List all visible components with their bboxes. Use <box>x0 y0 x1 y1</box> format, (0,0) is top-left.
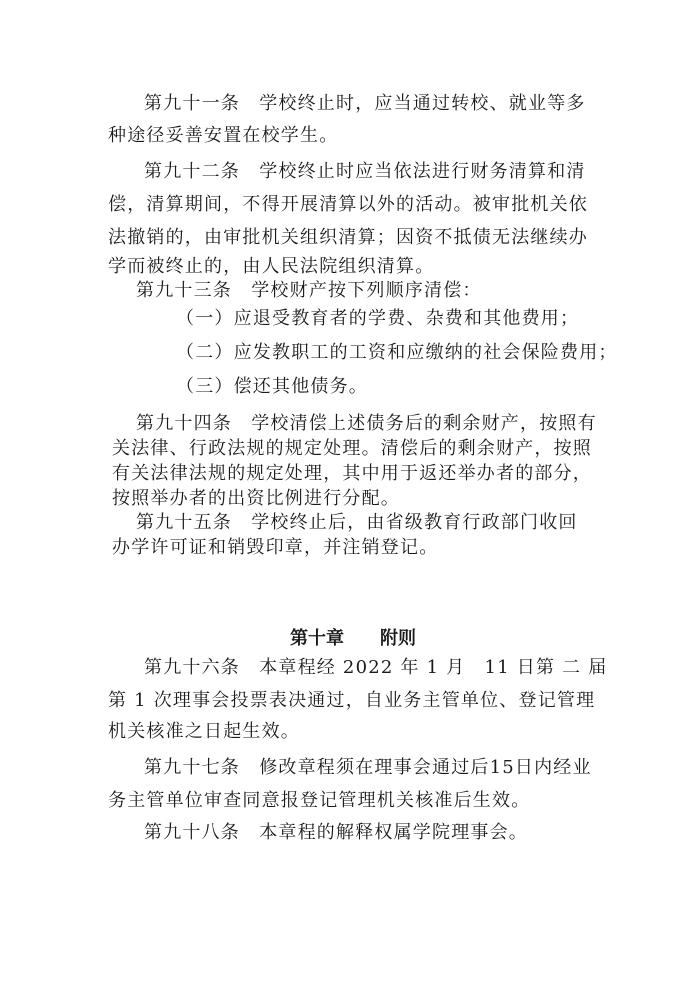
article-94-line-4: 按照举办者的出资比例进行分配。 <box>112 488 400 509</box>
article-96-line-2: 第 1 次理事会投票表决通过，自业务主管单位、登记管理 <box>108 690 596 711</box>
article-93-item-2: （二）应发教职工的工资和应缴纳的社会保险费用； <box>176 342 618 363</box>
article-94-line-1: 第九十四条 学校清偿上述债务后的剩余财产，按照有 <box>136 413 597 434</box>
chapter-heading: 第十章 附则 <box>290 628 416 649</box>
article-95-line-2: 办学许可证和销毁印章，并注销登记。 <box>112 537 439 558</box>
article-97-line-2: 务主管单位审查同意报登记管理机关核准后生效。 <box>108 790 531 811</box>
article-98-line-1: 第九十八条 本章程的解释权属学院理事会。 <box>144 822 528 843</box>
article-92-line-2: 偿，清算期间，不得开展清算以外的活动。被审批机关依 <box>108 194 588 215</box>
article-97-line-1: 第九十七条 修改章程须在理事会通过后15日内经业 <box>144 757 592 778</box>
article-92-line-4: 学而被终止的，由人民法院组织清算。 <box>108 256 435 277</box>
article-92-line-1: 第九十二条 学校终止时应当依法进行财务清算和清 <box>144 161 586 182</box>
article-94-line-3: 有关法律法规的规定处理，其中用于返还举办者的部分， <box>112 463 592 484</box>
article-91-line-2: 种途径妥善安置在校学生。 <box>108 125 339 146</box>
article-96-line-3: 机关核准之日起生效。 <box>108 721 300 742</box>
article-93-line-1: 第九十三条 学校财产按下列顺序清偿： <box>136 280 482 301</box>
article-93-item-3: （三）偿还其他债务。 <box>176 376 368 397</box>
article-92-line-3: 法撤销的，由审批机关组织清算；因资不抵债无法继续办 <box>108 227 588 248</box>
article-94-line-2: 关法律、行政法规的规定处理。清偿后的剩余财产，按照 <box>112 438 592 459</box>
article-95-line-1: 第九十五条 学校终止后，由省级教育行政部门收回 <box>136 512 578 533</box>
article-96-line-1: 第九十六条 本章程经 2022 年 1 月 11 日第 二 届 <box>144 657 608 678</box>
article-91-line-1: 第九十一条 学校终止时，应当通过转校、就业等多 <box>144 93 586 114</box>
article-93-item-1: （一）应退受教育者的学费、杂费和其他费用； <box>176 308 580 329</box>
